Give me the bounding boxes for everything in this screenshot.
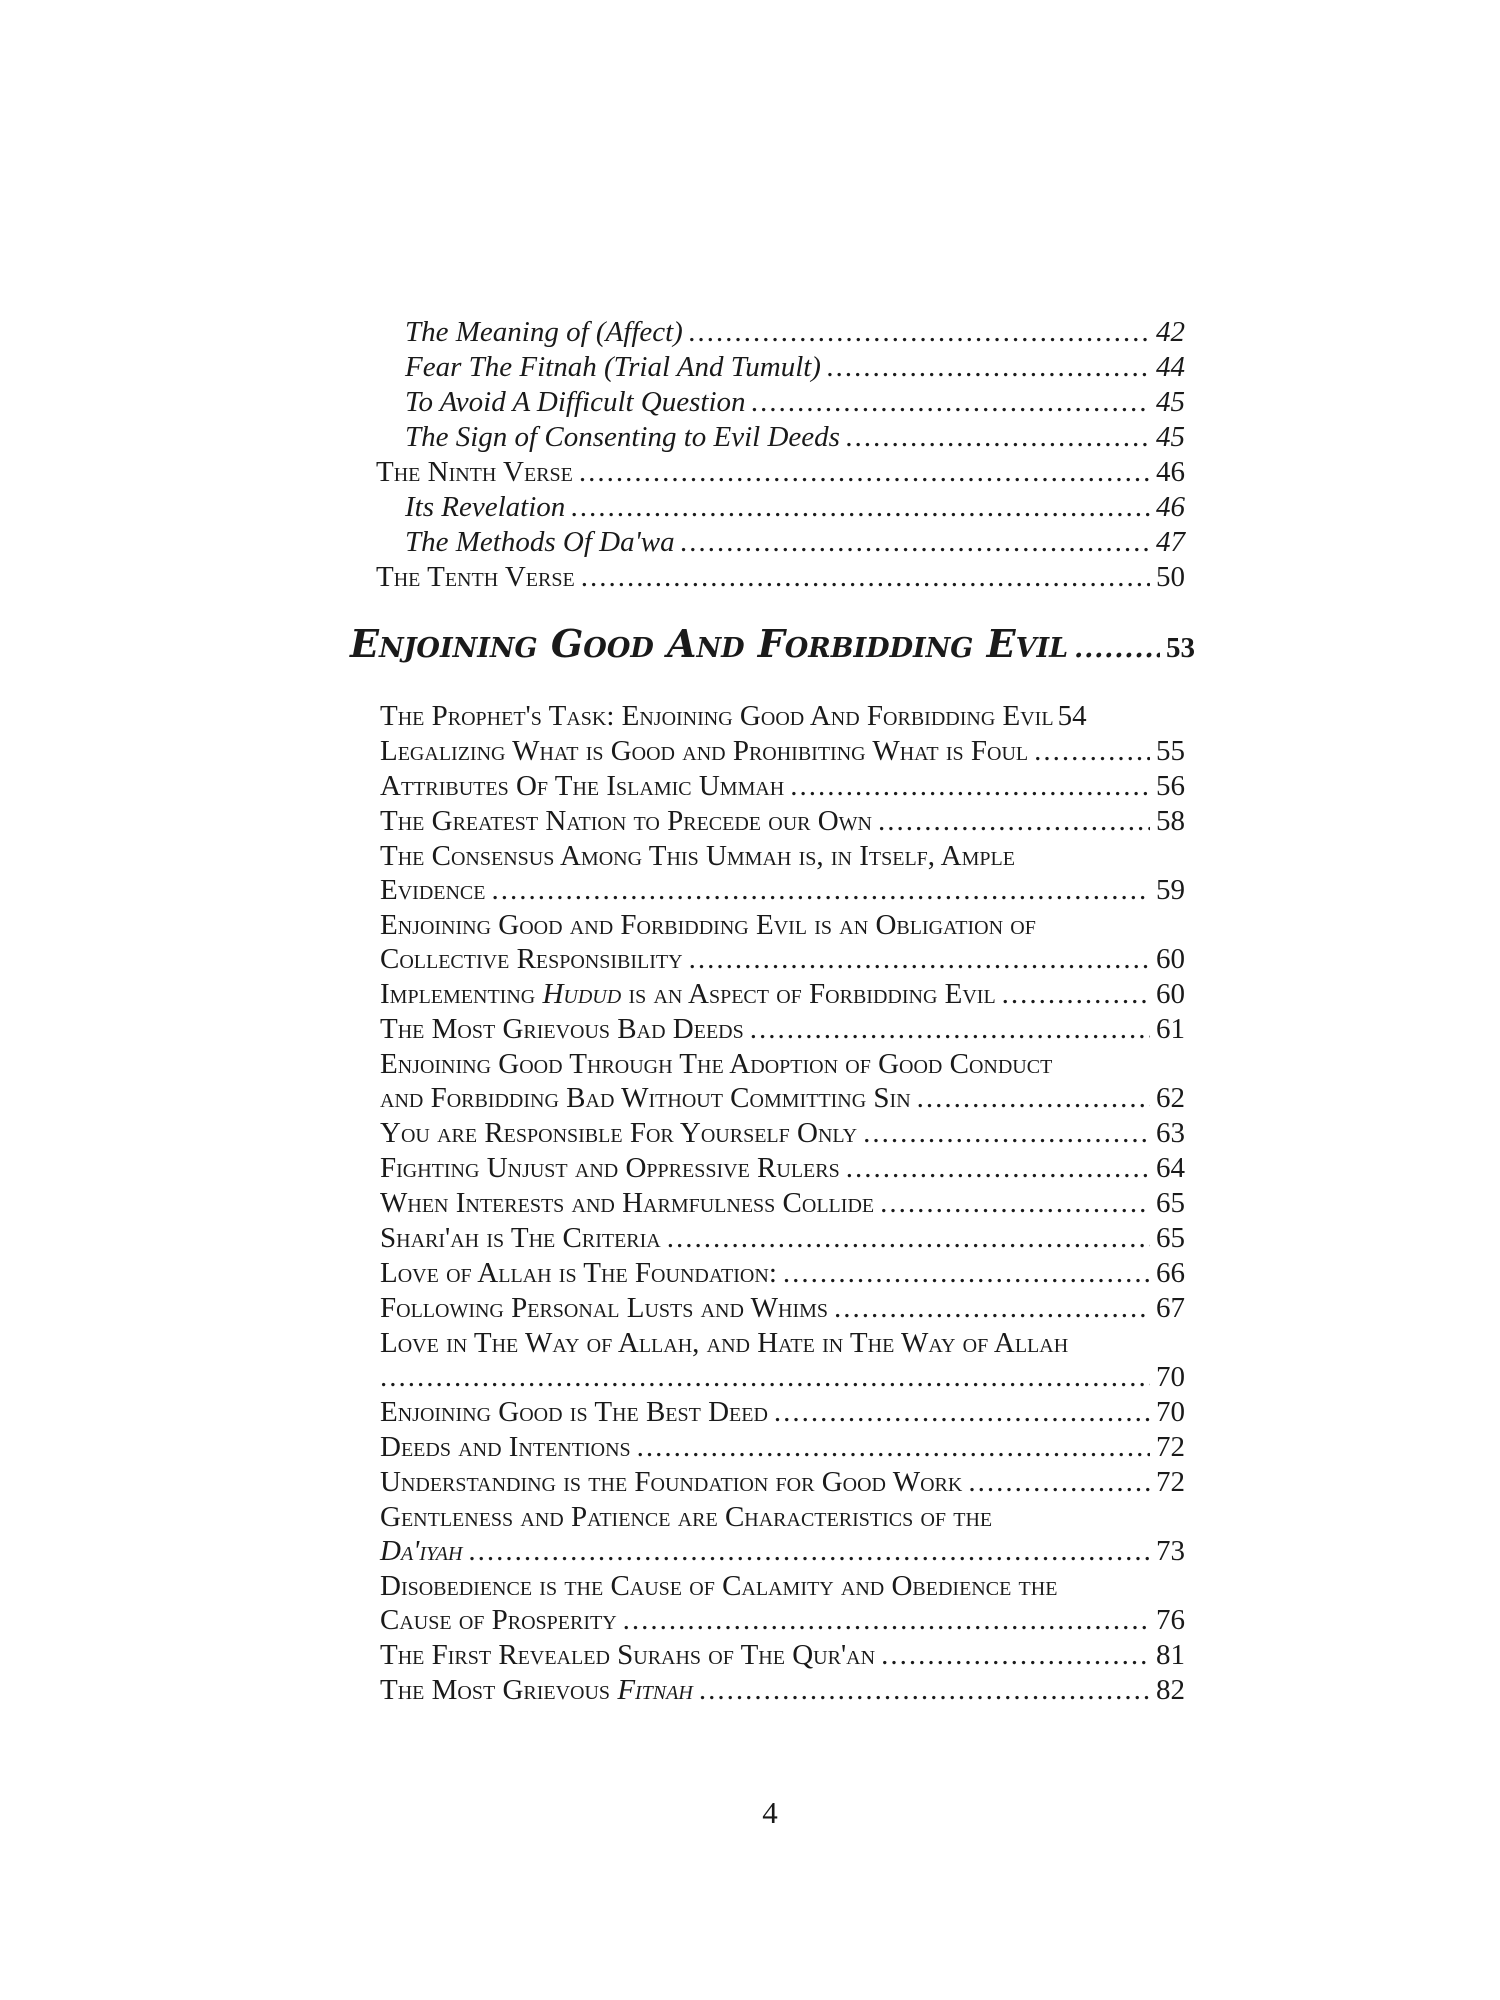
toc-section-entry (380, 908, 1185, 976)
toc-section-entry (380, 1465, 1185, 1499)
toc-entry-title-part: is an Aspect of Forbidding Evil (621, 978, 996, 1010)
toc-entry-title-line1: Gentleness and Patience are Characteristics of the (380, 1501, 993, 1533)
dot-leader (917, 1081, 1150, 1115)
toc-entry-title: Its Revelation (405, 491, 566, 523)
dot-leader (1074, 627, 1160, 671)
toc-section-entry (380, 1012, 1185, 1046)
toc-entry (405, 315, 1185, 349)
toc-section-entry (380, 1569, 1185, 1637)
dot-leader (581, 560, 1150, 594)
dot-leader (681, 525, 1150, 559)
toc-entry-page: 42 (1156, 316, 1185, 348)
toc-entry-title-line2: Evidence (380, 874, 486, 906)
chapter-heading (350, 622, 1195, 671)
toc-entry-page: 44 (1156, 351, 1185, 383)
dot-leader (783, 1256, 1150, 1290)
dot-leader (689, 942, 1150, 976)
toc-section-entry (380, 1291, 1185, 1325)
toc-entry-title: Love of Allah is The Foundation: (380, 1257, 777, 1289)
toc-entry (405, 350, 1185, 384)
toc-entry-page: 76 (1156, 1604, 1185, 1636)
toc-entry-title: The Greatest Nation to Precede our Own (380, 805, 872, 837)
toc-entry-title: Attributes Of The Islamic Ummah (380, 770, 785, 802)
dot-leader (846, 420, 1150, 454)
dot-leader (689, 315, 1150, 349)
toc-section-entry (380, 699, 1185, 733)
toc-entry-page: 82 (1156, 1674, 1185, 1706)
toc-entry (405, 385, 1185, 419)
dot-leader (834, 1291, 1150, 1325)
toc-entry-page: 65 (1156, 1187, 1185, 1219)
toc-entry-page: 70 (1156, 1361, 1185, 1393)
toc-entry-page: 46 (1156, 491, 1185, 523)
toc-entry-title-line2: and Forbidding Bad Without Committing Sin (380, 1082, 911, 1114)
toc-section-entry (380, 769, 1185, 803)
toc-entry (405, 420, 1185, 454)
toc-section-entry (376, 455, 1185, 489)
toc-section-entry (380, 1256, 1185, 1290)
toc-section-entry (380, 1673, 1185, 1707)
dot-leader (699, 1673, 1150, 1707)
dot-leader (880, 1186, 1150, 1220)
toc-entry-page: 54 (1057, 700, 1087, 732)
toc-entry-page: 60 (1156, 978, 1185, 1010)
toc-entry-title: The First Revealed Surahs of The Qur'an (380, 1639, 876, 1671)
dot-leader (667, 1221, 1150, 1255)
toc-entry-page: 73 (1156, 1535, 1185, 1567)
dot-leader (623, 1603, 1150, 1637)
toc-entry-title: Fighting Unjust and Oppressive Rulers (380, 1152, 840, 1184)
toc-entry-title: The Methods Of Da'wa (405, 526, 675, 558)
toc-entry-title: You are Responsible For Yourself Only (380, 1117, 858, 1149)
dot-leader (774, 1395, 1150, 1429)
toc-section-entry (380, 1638, 1185, 1672)
toc-section-entry (380, 1186, 1185, 1220)
toc-section-entry (380, 1116, 1185, 1150)
toc-entry-title: Deeds and Intentions (380, 1431, 631, 1463)
toc-section-entry (380, 1500, 1185, 1568)
toc-entry-title: The Tenth Verse (376, 561, 575, 593)
toc-entry-title: Following Personal Lusts and Whims (380, 1292, 829, 1324)
dot-leader (878, 804, 1150, 838)
toc-entry-page: 65 (1156, 1222, 1185, 1254)
dot-leader (827, 350, 1150, 384)
dot-leader (863, 1116, 1150, 1150)
toc-section-entry (380, 977, 1185, 1011)
toc-section-entry (380, 839, 1185, 907)
toc-entry-page: 47 (1156, 526, 1185, 558)
dot-leader (750, 1012, 1150, 1046)
toc-entry-title (380, 977, 996, 1011)
toc-entry-title-italic: Fitnah (617, 1674, 693, 1706)
toc-entry-page: 50 (1156, 561, 1185, 593)
toc-section-entry (380, 1047, 1185, 1115)
toc-entry-title-line1: Enjoining Good and Forbidding Evil is an Obligation of (380, 909, 1036, 941)
toc-section-entry (380, 804, 1185, 838)
toc-entry-page: 45 (1156, 386, 1185, 418)
toc-entry-page: 60 (1156, 943, 1185, 975)
toc-section-entry (380, 1151, 1185, 1185)
toc-entry-title: Understanding is the Foundation for Good Work (380, 1466, 963, 1498)
toc-entry-page: 58 (1156, 805, 1185, 837)
dot-leader (790, 769, 1150, 803)
toc-entry-title-line2: Cause of Prosperity (380, 1604, 617, 1636)
toc-entry-title: The Most Grievous Bad Deeds (380, 1013, 744, 1045)
toc-entry-title: Legalizing What is Good and Prohibiting What is Foul (380, 735, 1029, 767)
dot-leader (968, 1465, 1150, 1499)
dot-leader (752, 385, 1150, 419)
dot-leader (1002, 977, 1150, 1011)
toc-section-entry (380, 1326, 1185, 1394)
toc-entry-title: The Ninth Verse (376, 456, 573, 488)
toc-section-entry (380, 734, 1185, 768)
dot-leader (846, 1151, 1150, 1185)
toc-entry-title: Fear The Fitnah (Trial And Tumult) (405, 351, 821, 383)
toc-entry-page: 55 (1156, 735, 1185, 767)
toc-entry-title-line1: Disobedience is the Cause of Calamity and Obedience the (380, 1570, 1058, 1602)
dot-leader (380, 1360, 1150, 1394)
toc-section-entry (380, 1221, 1185, 1255)
toc-entry-title: The Sign of Consenting to Evil Deeds (405, 421, 840, 453)
dot-leader (571, 490, 1150, 524)
toc-entry-title-line2: Da'iyah (380, 1535, 463, 1567)
table-of-contents (0, 315, 1500, 1708)
toc-entry-page: 72 (1156, 1466, 1185, 1498)
toc-entry-page: 59 (1156, 874, 1185, 906)
toc-entry-title-part: Implementing (380, 978, 543, 1010)
dot-leader (637, 1430, 1150, 1464)
toc-entry-title: The Prophet's Task: Enjoining Good And Forbidding Evil (380, 700, 1054, 732)
toc-entry-page: 46 (1156, 456, 1185, 488)
toc-entry-page: 63 (1156, 1117, 1185, 1149)
toc-entry-page: 64 (1156, 1152, 1185, 1184)
toc-entry (405, 525, 1185, 559)
dot-leader (491, 873, 1150, 907)
page-number: 4 (762, 1795, 778, 1830)
toc-entry-title: When Interests and Harmfulness Collide (380, 1187, 875, 1219)
toc-entry-title-part: The Most Grievous (380, 1674, 618, 1706)
dot-leader (1034, 734, 1150, 768)
toc-entry-title: Enjoining Good is The Best Deed (380, 1396, 768, 1428)
dot-leader (579, 455, 1150, 489)
toc-entry-title-line1: Enjoining Good Through The Adoption of Good Conduct (380, 1048, 1053, 1080)
chapter-heading-page: 53 (1166, 632, 1195, 664)
toc-entry-page: 72 (1156, 1431, 1185, 1463)
toc-entry-page: 56 (1156, 770, 1185, 802)
toc-entry (405, 490, 1185, 524)
toc-entry-page: 70 (1156, 1396, 1185, 1428)
toc-entry-title-italic: Hudud (542, 978, 622, 1010)
toc-entry-page: 81 (1156, 1639, 1185, 1671)
toc-entry-title (380, 1673, 693, 1707)
dot-leader (881, 1638, 1150, 1672)
toc-entry-page: 66 (1156, 1257, 1185, 1289)
toc-entry-page: 45 (1156, 421, 1185, 453)
toc-entry-page: 61 (1156, 1013, 1185, 1045)
toc-entry-page: 67 (1156, 1292, 1185, 1324)
toc-entry-title: Shari'ah is The Criteria (380, 1222, 661, 1254)
chapter-heading-title: Enjoining Good And Forbidding Evil (350, 621, 1069, 666)
toc-entry-title: The Meaning of (Affect) (405, 316, 683, 348)
dot-leader (468, 1534, 1150, 1568)
toc-entry-title: To Avoid A Difficult Question (405, 386, 746, 418)
toc-section-entry (376, 560, 1185, 594)
toc-entry-title-line2: Collective Responsibility (380, 943, 683, 975)
toc-entry-title-line1: Love in The Way of Allah, and Hate in The Way of Allah (380, 1327, 1069, 1359)
toc-section-entry (380, 1395, 1185, 1429)
toc-entry-title-line1: The Consensus Among This Ummah is, in Itself, Ample (380, 840, 1015, 872)
toc-section-entry (380, 1430, 1185, 1464)
toc-entry-page: 62 (1156, 1082, 1185, 1114)
